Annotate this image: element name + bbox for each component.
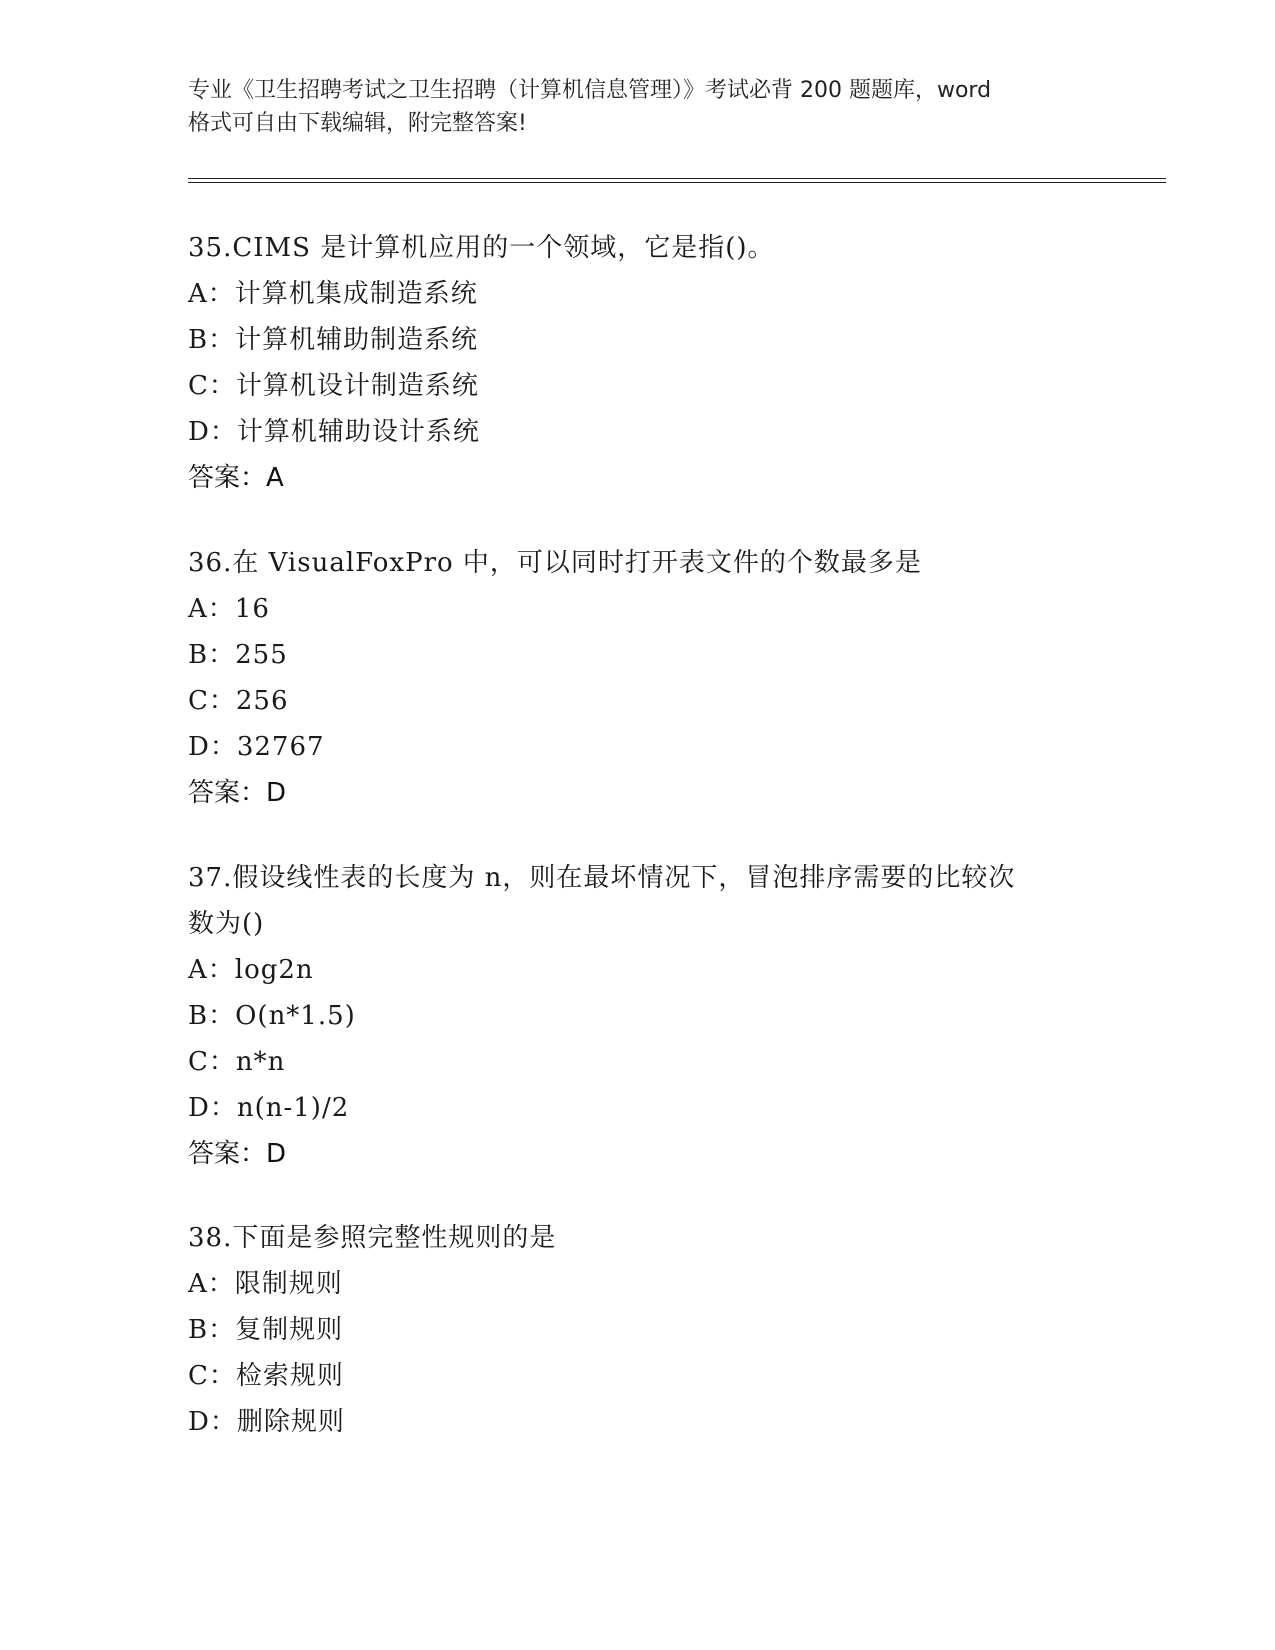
option-b: B：255 — [188, 640, 288, 670]
option-b: B：计算机辅助制造系统 — [188, 325, 479, 355]
header-line-2: 格式可自由下载编辑，附完整答案! — [188, 111, 527, 136]
option-a: A：计算机集成制造系统 — [188, 279, 478, 309]
question-35 — [188, 225, 1108, 501]
option-d: D：删除规则 — [188, 1407, 345, 1437]
question-37 — [188, 855, 1108, 1177]
option-c: C：256 — [188, 686, 289, 716]
answer-label: 答案：D — [188, 1139, 287, 1169]
option-d: D：计算机辅助设计系统 — [188, 417, 480, 447]
question-38 — [188, 1215, 1108, 1445]
question-stem: 38.下面是参照完整性规则的是 — [188, 1223, 557, 1253]
question-stem-line-2: 数为() — [188, 909, 265, 939]
header-divider — [188, 178, 1166, 183]
answer-label: 答案：D — [188, 778, 287, 808]
question-stem: 35.CIMS 是计算机应用的一个领域，它是指()。 — [188, 233, 775, 263]
option-a: A：16 — [188, 594, 270, 624]
option-a: A：限制规则 — [188, 1269, 343, 1299]
option-c: C：n*n — [188, 1047, 286, 1077]
question-stem-line-1: 37.假设线性表的长度为 n，则在最坏情况下，冒泡排序需要的比较次 — [188, 863, 1016, 893]
option-b: B：O(n*1.5) — [188, 1001, 356, 1031]
option-c: C：检索规则 — [188, 1361, 344, 1391]
option-d: D：n(n-1)/2 — [188, 1093, 350, 1123]
header-line-1: 专业《卫生招聘考试之卫生招聘（计算机信息管理）》考试必背 200 题题库，word — [188, 78, 992, 103]
option-c: C：计算机设计制造系统 — [188, 371, 479, 401]
question-36 — [188, 540, 1108, 816]
option-b: B：复制规则 — [188, 1315, 344, 1345]
question-stem: 36.在 VisualFoxPro 中，可以同时打开表文件的个数最多是 — [188, 548, 922, 578]
document-header — [188, 74, 1108, 140]
option-a: A：log2n — [188, 955, 314, 985]
answer-label: 答案：A — [188, 463, 284, 493]
option-d: D：32767 — [188, 732, 325, 762]
